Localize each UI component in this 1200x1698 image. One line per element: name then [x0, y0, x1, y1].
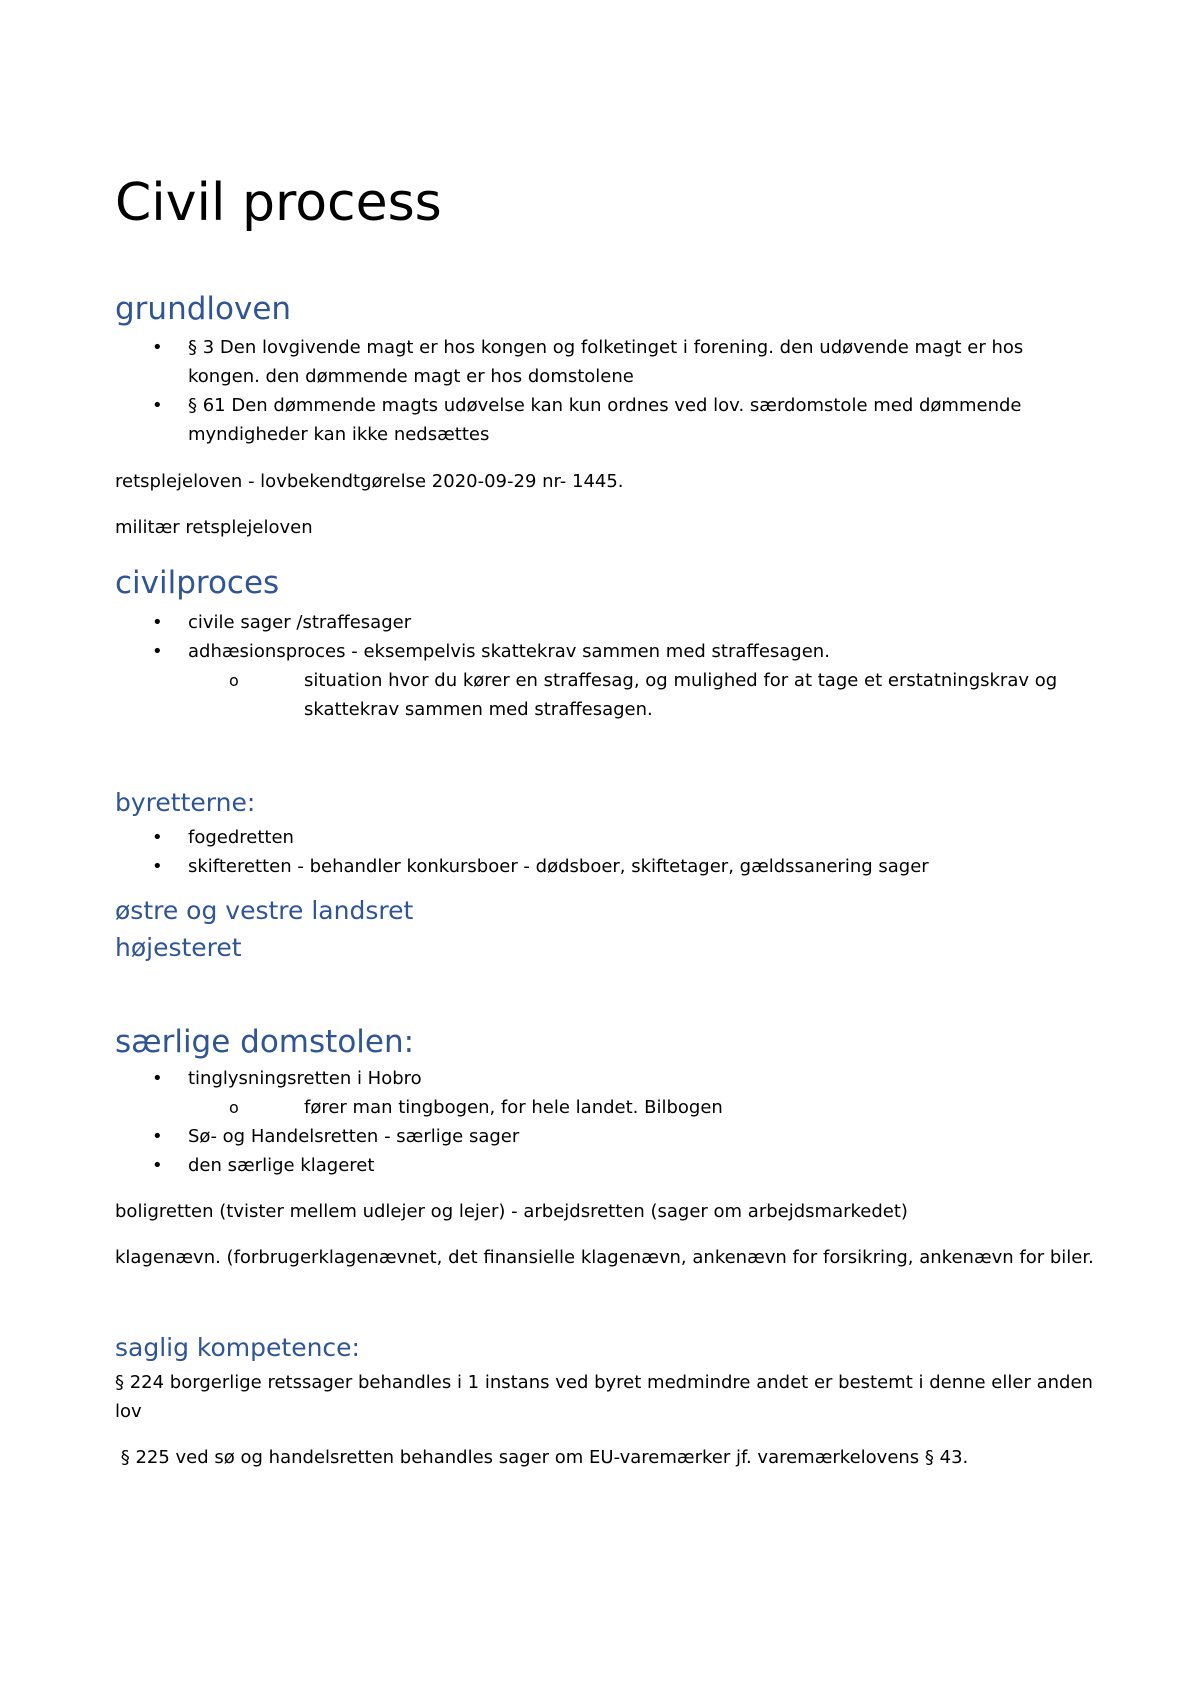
sublist-item-text: situation hvor du kører en straffesag, og mulighed for at tage et erstatningskrav og skattekrav sammen med straffesagen.	[304, 670, 1058, 720]
list-item-text: tinglysningsretten i Hobro	[188, 1068, 422, 1089]
list-item	[115, 852, 1075, 881]
bullet-icon: •	[152, 1068, 163, 1089]
list-item-text: § 3 Den lovgivende magt er hos kongen og folketinget i forening. den udøvende magt er hos kongen. den dømmende magt er hos domstolene	[188, 337, 1024, 387]
paragraph-224: § 224 borgerlige retssager behandles i 1 instans ved byret medmindre andet er bestemt i denne eller anden lov	[115, 1372, 1093, 1422]
list-item-text: fogedretten	[188, 827, 294, 848]
sublist	[188, 1093, 1075, 1122]
heading-civilproces: civilproces	[115, 565, 280, 601]
bullet-icon: •	[152, 827, 163, 848]
bullet-icon: •	[152, 856, 163, 877]
bullet-icon: •	[152, 395, 163, 416]
paragraph-retsplejeloven: retsplejeloven - lovbekendtgørelse 2020-09-29 nr- 1445.	[115, 471, 624, 492]
bullet-icon: •	[152, 1155, 163, 1176]
bullet-icon: •	[152, 641, 163, 662]
bullet-icon: •	[152, 337, 163, 358]
list-item	[115, 637, 1075, 724]
bullet-icon: •	[152, 1126, 163, 1147]
list-item-text: adhæsionsproces - eksempelvis skattekrav sammen med straffesagen.	[188, 641, 830, 662]
list-item-text: civile sager /straffesager	[188, 612, 412, 633]
list-item	[115, 391, 1075, 449]
paragraph-klagenaevn: klagenævn. (forbrugerklagenævnet, det finansielle klagenævn, ankenævn for forsikring, ankenævn for biler.	[115, 1247, 1094, 1268]
list-item-text: Sø- og Handelsretten - særlige sager	[188, 1126, 520, 1147]
list-saerlige	[115, 1064, 1075, 1180]
paragraph-militaer: militær retsplejeloven	[115, 517, 313, 538]
list-byretterne	[115, 823, 1075, 881]
list-item-text: den særlige klageret	[188, 1155, 375, 1176]
document-title: Civil process	[115, 173, 442, 233]
sublist-item-text: fører man tingbogen, for hele landet. Bilbogen	[304, 1097, 723, 1118]
list-civilproces	[115, 608, 1075, 724]
list-item	[115, 1151, 1075, 1180]
circle-bullet-icon: o	[229, 1098, 239, 1117]
heading-landsret: østre og vestre landsret	[115, 896, 414, 925]
heading-byretterne: byretterne:	[115, 788, 256, 817]
circle-bullet-icon: o	[229, 671, 239, 690]
heading-saglig-kompetence: saglig kompetence:	[115, 1333, 360, 1362]
list-item	[115, 1064, 1075, 1122]
list-grundloven	[115, 333, 1075, 449]
bullet-icon: •	[152, 612, 163, 633]
heading-saerlige-domstolen: særlige domstolen:	[115, 1024, 415, 1060]
list-item	[115, 333, 1075, 391]
heading-hoejesteret: højesteret	[115, 933, 242, 962]
heading-grundloven: grundloven	[115, 291, 292, 327]
list-item	[115, 1122, 1075, 1151]
sublist-item	[115, 666, 1075, 724]
list-item-text: skifteretten - behandler konkursboer - dødsboer, skiftetager, gældssanering sager	[188, 856, 929, 877]
list-item	[115, 823, 1075, 852]
paragraph-225: § 225 ved sø og handelsretten behandles sager om EU-varemærker jf. varemærkelovens § 43.	[115, 1447, 969, 1468]
list-item	[115, 608, 1075, 637]
sublist	[188, 666, 1075, 724]
sublist-item	[115, 1093, 1075, 1122]
paragraph-boligretten: boligretten (tvister mellem udlejer og lejer) - arbejdsretten (sager om arbejdsmarkedet)	[115, 1201, 908, 1222]
list-item-text: § 61 Den dømmende magts udøvelse kan kun ordnes ved lov. særdomstole med dømmende myndigheder kan ikke nedsættes	[188, 395, 1022, 445]
